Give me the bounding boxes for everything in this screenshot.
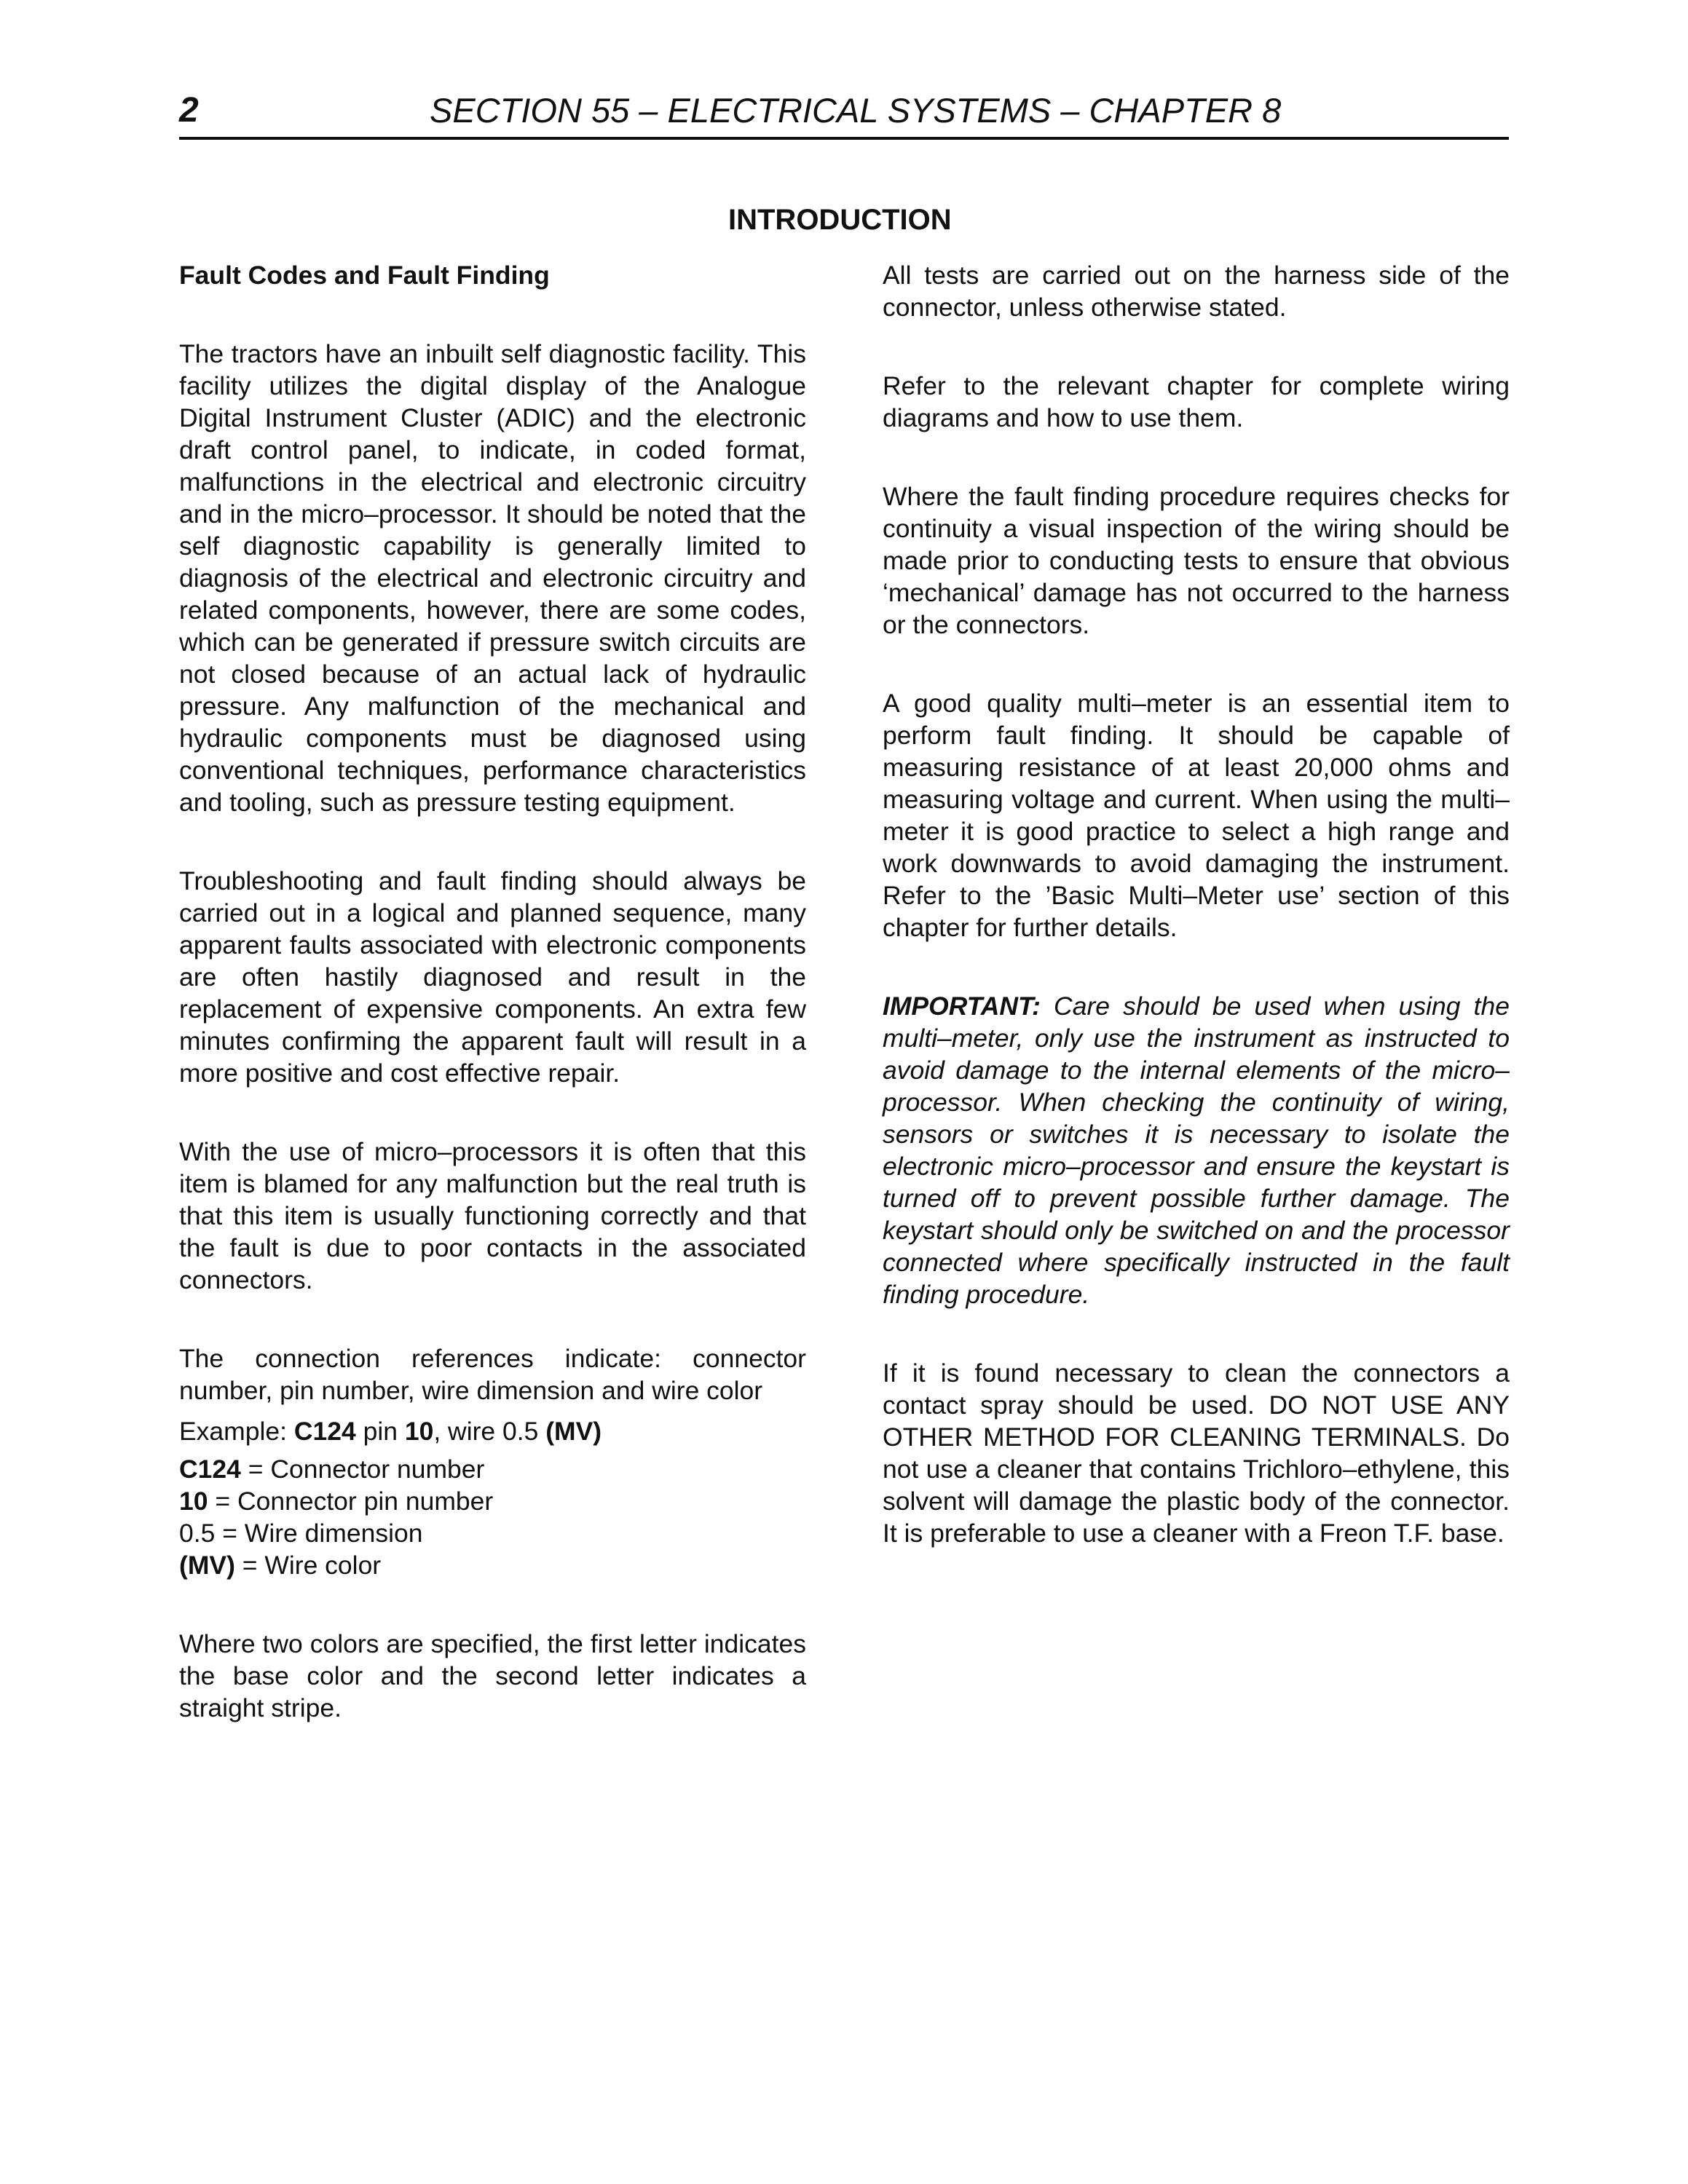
- page-header: [179, 93, 1509, 140]
- example-pin: 10: [404, 1417, 434, 1446]
- example-prefix: Example:: [179, 1417, 294, 1446]
- harness-side-paragraph: All tests are carried out on the harness side of the connector, unless otherwise stated.: [883, 261, 1510, 322]
- definition-row: C124 = Connector number: [179, 1455, 485, 1484]
- right-column: [883, 259, 1510, 1596]
- fault-codes-subheading: Fault Codes and Fault Finding: [179, 261, 550, 290]
- left-column: [179, 259, 806, 1770]
- self-diagnostic-paragraph: The tractors have an inbuilt self diagnostic facility. This facility utilizes the digital display of the Analogue Digital Instrument Cluster (ADIC) and the electronic draft control panel, to indicate, in coded format, malfunctions in the electrical and electronic circuitry and in the micro–processor. It should be noted that the self diagnostic capability is generally limited to diagnosis of the electrical and electronic circuitry and related components, however, there are some codes, which can be generated if pressure switch circuits are not closed because of an actual lack of hydraulic pressure. Any malfunction of the mechanical and hydraulic components must be diagnosed using conventional techniques, performance characteristics and tooling, such as pressure testing equipment.: [179, 339, 806, 817]
- page-number: 2: [179, 91, 199, 130]
- cleaning-paragraph: If it is found necessary to clean the connectors a contact spray should be used. DO NOT USE ANY OTHER METHOD FOR CLEANING TERMINALS. Do not use a cleaner that contains Trichloro–ethylene, this solvent will damage the plastic body of the connector. It is preferable to use a cleaner with a Freon T.F. base.: [883, 1358, 1510, 1548]
- example-line: [179, 1415, 806, 1447]
- important-text: Care should be used when using the multi–meter, only use the instrument as instructed to avoid damage to the internal elements of the micro–processor. When checking the continuity of wiring, sensors or switches it is necessary to isolate the electronic micro–processor and ensure the keystart is turned off to prevent possible further damage. The keystart should only be switched on and the processor connected where specifically instructed in the fault finding procedure.: [883, 992, 1510, 1309]
- example-color: (MV): [545, 1417, 602, 1446]
- definition-row: 10 = Connector pin number: [179, 1487, 494, 1516]
- continuity-inspection-paragraph: Where the fault finding procedure requires checks for continuity a visual inspection of the wiring should be made prior to conducting tests to ensure that obvious ‘mechanical’ damage has not occurred to the harness or the connectors.: [883, 482, 1510, 639]
- wiring-diagrams-paragraph: Refer to the relevant chapter for complete wiring diagrams and how to use them.: [883, 371, 1510, 432]
- example-pin-text: pin: [355, 1417, 405, 1446]
- definition-row: 0.5 = Wire dimension: [179, 1519, 423, 1548]
- introduction-heading: INTRODUCTION: [728, 204, 952, 236]
- section-title: SECTION 55 – ELECTRICAL SYSTEMS – CHAPTER 8: [430, 91, 1282, 130]
- micro-processor-paragraph: With the use of micro–processors it is often that this item is blamed for any malfunction but the real truth is that this item is usually functioning correctly and that the fault is due to poor contacts in the associated connectors.: [179, 1137, 806, 1294]
- important-note: [883, 990, 1510, 1310]
- definition-list: [179, 1453, 806, 1581]
- two-colors-paragraph: Where two colors are specified, the first letter indicates the base color and the second letter indicates a straight stripe.: [179, 1629, 806, 1722]
- connection-references-paragraph: The connection references indicate: connector number, pin number, wire dimension and wire color: [179, 1344, 806, 1405]
- example-connector: C124: [293, 1417, 356, 1446]
- troubleshooting-paragraph: Troubleshooting and fault finding should always be carried out in a logical and planned sequence, many apparent faults associated with electronic components are often hastily diagnosed and result in the replacement of expensive components. An extra few minutes confirming the apparent fault will result in a more positive and cost effective repair.: [179, 866, 806, 1088]
- example-wire-text: , wire 0.5: [433, 1417, 546, 1446]
- multimeter-paragraph: A good quality multi–meter is an essential item to perform fault finding. It should be capable of measuring resistance of at least 20,000 ohms and measuring voltage and current. When using the multi–meter it is good practice to select a high range and work downwards to avoid damaging the instrument. Refer to the ’Basic Multi–Meter use’ section of this chapter for further details.: [883, 689, 1510, 942]
- definition-row: (MV) = Wire color: [179, 1551, 382, 1580]
- important-label: IMPORTANT:: [883, 992, 1041, 1021]
